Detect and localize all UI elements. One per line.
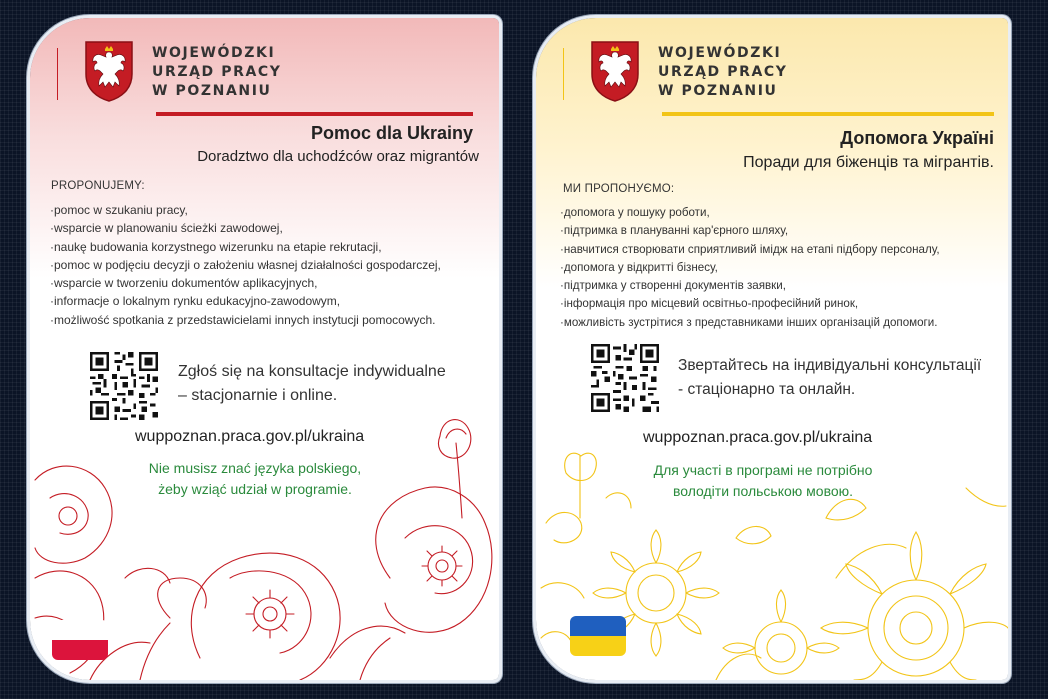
website-url[interactable]: wuppoznan.praca.gov.pl/ukraina [135, 428, 365, 445]
institution-name: WOJEWÓDZKI URZĄD PRACY W POZNANIU [152, 45, 282, 99]
list-item: · naukę budowania korzystnego wizerunku na etapie rekrutacji, [50, 238, 441, 256]
wielkopolska-eagle-emblem-icon [590, 40, 640, 102]
logo-divider [57, 48, 58, 100]
qr-code[interactable] [591, 344, 659, 412]
leaflet-title: Pomoc dla Ukrainy [310, 123, 473, 143]
logo-divider [563, 48, 564, 100]
ukraine-flag-icon [570, 616, 626, 656]
list-item: · підтримка у створенні документів заявки, [560, 277, 940, 295]
offer-heading: МИ ПРОПОНУЄМО: [563, 183, 675, 195]
institution-name: WOJEWÓDZKI URZĄD PRACY W POZNANIU [658, 45, 788, 99]
offer-list [560, 204, 940, 332]
qr-code[interactable] [90, 352, 158, 420]
leaflet-subtitle: Doradztwo dla uchodźców oraz migrantów [197, 148, 479, 165]
list-item: · підтримка в плануванні кар'єрного шляху, [560, 222, 940, 240]
ukrainian-leaflet [536, 18, 1008, 680]
list-item: · informacje o lokalnym rynku edukacyjno-zawodowym, [50, 292, 441, 310]
header-accent-bar [156, 112, 473, 116]
offer-heading: PROPONUJEMY: [51, 180, 145, 192]
poland-flag-icon [52, 620, 108, 660]
list-item: · навчитися створювати сприятливий імідж на етапі підбору персоналу, [560, 241, 940, 259]
consultation-text: Звертайтесь на індивідуальні консультації - стаціонарно та онлайн. [678, 357, 982, 398]
list-item: · pomoc w szukaniu pracy, [50, 201, 441, 219]
list-item: · можливість зустрітися з представниками інших організацій допомоги. [560, 314, 940, 332]
website-url[interactable]: wuppoznan.praca.gov.pl/ukraina [643, 429, 873, 446]
consultation-text: Zgłoś się na konsultacje indywidualne – stacjonarnie i online. [178, 363, 446, 404]
offer-list [50, 201, 441, 329]
list-item: · wsparcie w planowaniu ścieżki zawodowej, [50, 219, 441, 237]
wielkopolska-eagle-emblem-icon [84, 40, 134, 102]
list-item: · допомога у відкритті бізнесу, [560, 259, 940, 277]
language-notice: Для участі в програмі не потрібно володіти польською мовою. [653, 462, 873, 499]
poppy-flowers-illustration [30, 18, 499, 680]
language-notice: Nie musisz znać języka polskiego, żeby wziąć udział w programie. [148, 460, 362, 497]
list-item: · wsparcie w tworzeniu dokumentów aplikacyjnych, [50, 274, 441, 292]
leaflet-title: Допомога Україні [840, 128, 994, 148]
list-item: · możliwość spotkania z przedstawicielami innych instytucji pomocowych. [50, 311, 441, 329]
polish-leaflet [30, 18, 499, 680]
leaflet-subtitle: Поради для біженців та мігрантів. [743, 154, 994, 171]
header-accent-bar [662, 112, 994, 116]
list-item: · pomoc w podjęciu decyzji o założeniu własnej działalności gospodarczej, [50, 256, 441, 274]
list-item: · допомога у пошуку роботи, [560, 204, 940, 222]
list-item: · інформація про місцевий освітньо-професійний ринок, [560, 295, 940, 313]
